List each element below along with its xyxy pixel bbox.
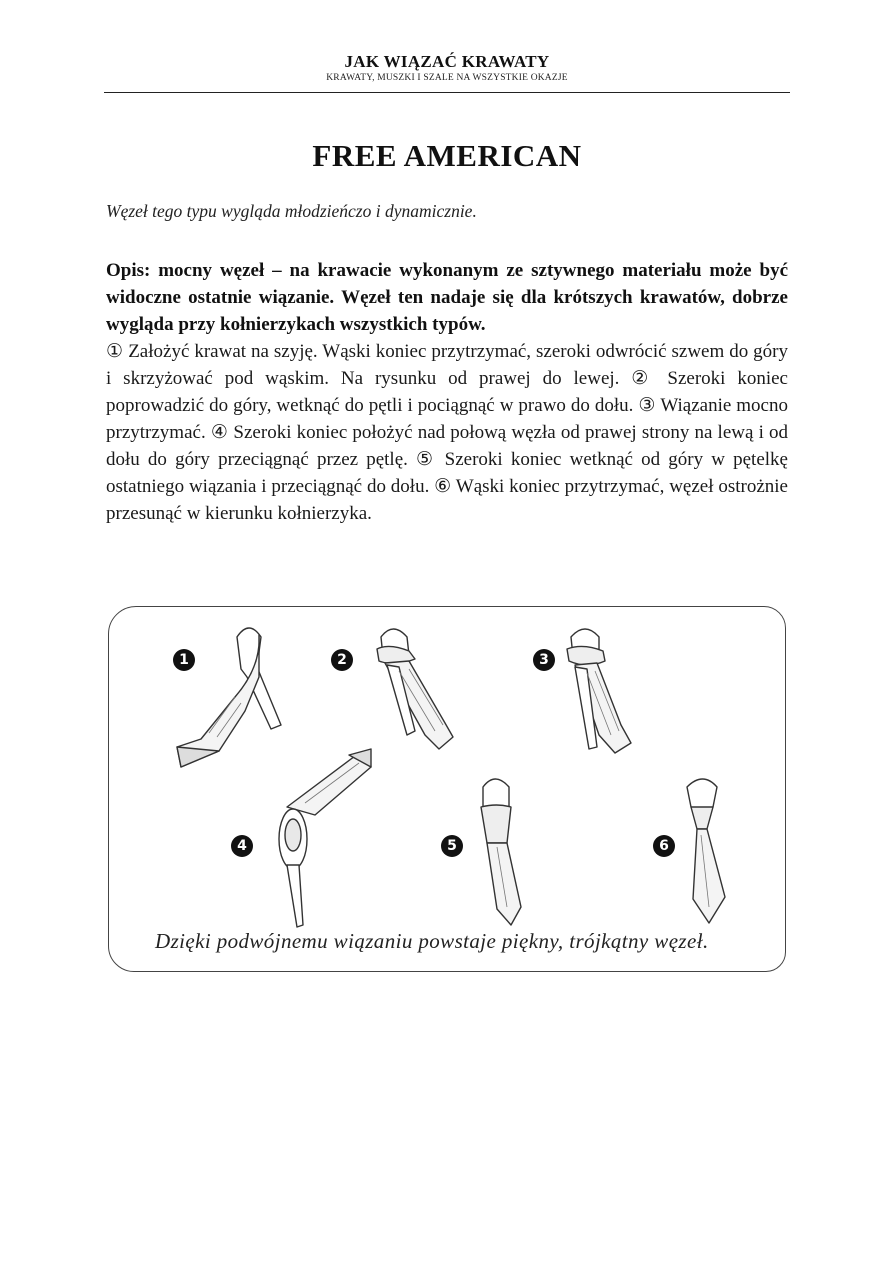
header-title: JAK WIĄZAĆ KRAWATY [344,52,550,71]
page-title: FREE AMERICAN [312,138,582,173]
figure-caption: Dzięki podwójnemu wiązaniu powstaje piękny, trójkątny węzeł. [155,929,709,953]
header-divider [104,92,790,93]
step-number-2: 2 [331,649,353,671]
tie-step-4-drawing [279,749,371,927]
body-text [106,257,788,527]
tie-step-1-drawing [177,628,281,767]
step-number-4: 4 [231,835,253,857]
step-number-5: 5 [441,835,463,857]
tie-step-2-drawing [377,629,453,749]
step-number-3: 3 [533,649,555,671]
tie-drawings [109,607,785,971]
header-subtitle: KRAWATY, MUSZKI I SZALE NA WSZYSTKIE OKAZJE [326,73,568,83]
tie-knot-illustration [108,606,786,972]
steps-paragraph: ① Założyć krawat na szyję. Wąski koniec przytrzymać, szeroki odwrócić szwem do góry i skrzyżować pod wąskim. Na rysunku od prawej do lewej. ② Szeroki koniec poprowadzić do góry, wetknąć do pętli i pociągnąć w prawo do dołu. ③ Wiązanie mocno przytrzymać. ④ Szeroki koniec położyć nad połową węzła od prawej strony na lewą i od dołu do góry przeciągnąć przez pętlę. ⑤ Szeroki koniec wetknąć od góry w pętelkę ostatniego wiązania i przeciągnąć do dołu. ⑥ Wąski koniec przytrzymać, węzeł ostrożnie przesunąć w kierunku kołnierzyka. [106,341,788,524]
step-number-6: 6 [653,835,675,857]
step-number-1: 1 [173,649,195,671]
page-subtitle: Węzeł tego typu wygląda młodzieńczo i dynamicznie. [106,201,477,221]
page-header [104,52,790,84]
tie-step-3-drawing [567,629,631,753]
tie-step-6-drawing [687,779,725,923]
description-paragraph: Opis: mocny węzeł – na krawacie wykonanym ze sztywnego materiału może być widoczne ostatnie wiązanie. Węzeł ten nadaje się dla krótszych krawatów, dobrze wygląda przy kołnierzykach wszystkich typów. [106,260,788,335]
tie-step-5-drawing [481,779,521,925]
